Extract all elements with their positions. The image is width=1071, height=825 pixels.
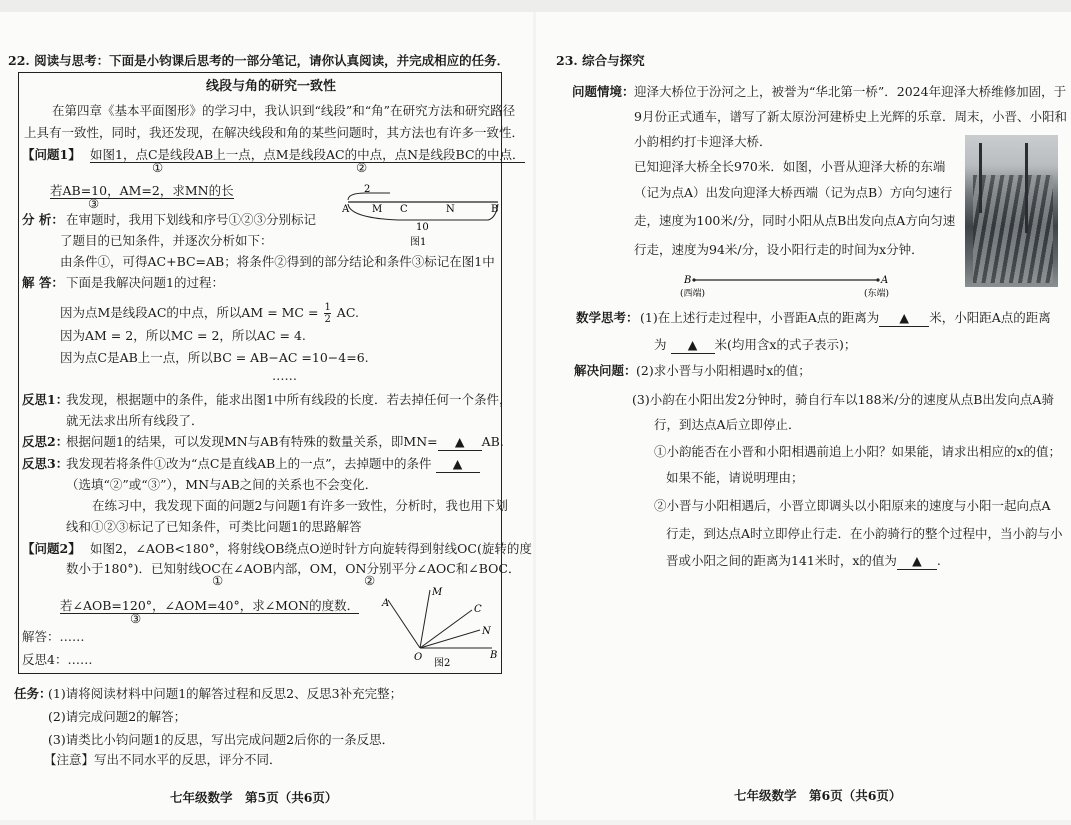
solution-line3: 因为点C是AB上一点，所以BC = AB−AC =10−4=6. — [60, 350, 369, 365]
scenario-line4: 已知迎泽大桥全长970米．如图，小晋从迎泽大桥的东端 — [634, 159, 946, 174]
line-east-label: (东端) — [864, 289, 890, 299]
math-think-line2 — [654, 337, 856, 354]
solve-q3b-blank: ▲ — [897, 553, 937, 570]
math-think-text-d: 米(均用含x的式子表示)； — [714, 337, 857, 352]
bridge-photo — [965, 135, 1058, 287]
solve-q2: (2)求小晋与小阳相遇时x的值； — [636, 363, 811, 378]
task-1: (1)请将阅读材料中问题1的解答过程和反思2、反思3补充完整； — [48, 686, 403, 701]
problem1-tag: 【问题1】 — [22, 147, 81, 162]
reflection3-line3: 在练习中，我发现下面的问题2与问题1有许多一致性，分析时，我也用下划 — [92, 498, 508, 513]
fig2-label-b: B — [490, 650, 498, 661]
problem1-marker3: ③ — [88, 196, 100, 211]
fig1-caption: 图1 — [410, 237, 427, 248]
q23-header: 23. 综合与探究 — [556, 53, 645, 68]
reflection2-label: 反思2： — [22, 434, 69, 449]
problem1-marker2: ② — [356, 160, 368, 175]
solve-q3-line2: 行，到达点A后立即停止． — [654, 417, 801, 432]
analysis-line3: 由条件①，可得AC+BC=AB；将条件②得到的部分结论和条件③标记在图1中 — [60, 254, 495, 269]
solve-q3b-line3 — [666, 553, 941, 570]
right-page — [536, 12, 1071, 820]
solution-line1-a: 因为点M是线段AC的中点，所以AM = MC = — [60, 305, 319, 320]
task-3: (3)请类比小钧问题1的反思，写出完成问题2后你的一条反思． — [48, 732, 395, 747]
fraction-numerator: 1 — [324, 302, 331, 313]
figure1 — [338, 184, 508, 248]
right-footer: 七年级数学 第6页（共6页） — [734, 788, 902, 803]
problem2-marker1: ① — [212, 573, 224, 588]
fig1-label-a: A — [342, 204, 350, 215]
reflection3-line2: （选填“②”或“③”），MN与AB之间的关系也不会变化． — [66, 477, 378, 492]
problem2-tag: 【问题2】 — [22, 541, 81, 556]
math-think-blank-2: ▲ — [671, 337, 715, 354]
reflection1-line1: 我发现，根据题中的条件，能求出图1中所有线段的长度．若去掉任何一个条件， — [66, 392, 512, 407]
reflection1-line2: 就无法求出所有线段了． — [66, 413, 204, 428]
problem2-marker3: ③ — [130, 611, 142, 626]
solution-line1 — [60, 302, 359, 325]
reflection2-line — [66, 434, 504, 451]
fig1-seg-label-top: 2 — [364, 184, 371, 195]
line-label-a: A — [881, 275, 889, 286]
fig1-label-b: B — [491, 204, 499, 215]
tasks-label: 任务： — [14, 686, 52, 701]
bridge-photo-lamp — [1025, 143, 1028, 233]
reflection3-line4: 线和①②③标记了已知条件，可类比问题1的思路解答 — [66, 519, 362, 534]
solve-q3a-line2: 如果不能，请说明理由； — [666, 470, 804, 485]
solve-q3-line1: (3)小韵在小阳出发2分钟时，骑自行车以188米/分的速度从点B出发向点A骑 — [632, 392, 1054, 407]
reflection2-blank: ▲ — [438, 434, 482, 451]
solve-q3b-line1: ②小晋与小阳相遇后，小晋立即调头以小阳原来的速度与小阳一起向点A — [654, 498, 1051, 513]
reflection2-text-a: 根据问题1的结果，可以发现MN与AB有特殊的数量关系，即MN= — [66, 434, 438, 449]
fig2-label-a: A — [382, 598, 390, 609]
scenario-line6: 走，速度为100米/分，同时小阳从点B出发向点A方向匀速 — [634, 213, 956, 228]
math-think-label: 数学思考： — [576, 310, 639, 325]
reflection3-blank: ▲ — [436, 456, 480, 473]
reflection2-text-b: AB. — [481, 434, 504, 449]
solution-line1-b: AC. — [336, 305, 359, 320]
scenario-line1: 迎泽大桥位于汾河之上，被誉为“华北第一桥”．2024年迎泽大桥维修加固，于 — [634, 84, 1067, 99]
math-think-text-b: 米，小阳距A点的距离 — [929, 310, 1051, 325]
fig2-label-c: C — [474, 604, 482, 615]
left-footer: 七年级数学 第5页（共6页） — [170, 790, 338, 805]
scenario-line2: 9月份正式通车，谱写了新太原汾河建桥史上光辉的乐章．周末，小晋、小阳和 — [634, 109, 1067, 124]
scenario-line5: （记为点A）出发向迎泽大桥西端（记为点B）方向匀速行 — [634, 185, 953, 200]
solution-dots: …… — [272, 368, 297, 383]
solution-line0: 下面是我解决问题1的过程： — [66, 275, 224, 290]
bridge-photo-railing — [973, 175, 1053, 283]
line-west-label: (西端) — [680, 289, 706, 299]
analysis-line2: 了题目的已知条件，并逐次分析如下： — [60, 233, 273, 248]
fig1-label-c: C — [400, 204, 408, 215]
solve-q3b-text-b: . — [936, 553, 941, 568]
fraction-denominator: 2 — [324, 314, 331, 325]
fig1-seg-label-bottom: 10 — [416, 222, 429, 233]
intro-line-1: 在第四章《基本平面图形》的学习中，我认识到“线段”和“角”在研究方法和研究路径 — [52, 103, 516, 118]
bridge-line-figure — [680, 268, 900, 300]
scenario-line3: 小韵相约打卡迎泽大桥． — [634, 134, 772, 149]
math-think-line1 — [640, 310, 1051, 327]
top-margin — [0, 0, 1071, 12]
fig2-caption: 图2 — [434, 658, 451, 668]
q22-header: 22. 阅读与思考：下面是小钧课后思考的一部分笔记，请你认真阅读，并完成相应的任务． — [8, 53, 510, 68]
solve-label: 解决问题： — [574, 363, 637, 378]
task-note: 【注意】写出不同水平的反思，评分不同． — [44, 752, 282, 767]
fig1-label-n: N — [446, 204, 455, 215]
reflection4: 反思4：…… — [22, 652, 93, 667]
reflection3-line1 — [66, 456, 480, 473]
analysis-line1: 在审题时，我用下划线和序号①②③分别标记 — [66, 212, 317, 227]
scenario-label: 问题情境： — [572, 84, 635, 99]
fraction-one-half — [324, 302, 330, 325]
problem2-line3: 若∠AOB=120°，∠AOM=40°，求∠MON的度数． — [60, 598, 360, 613]
solve-q3b-text-a: 晋或小阳之间的距离为141米时，x的值为 — [666, 553, 897, 568]
problem1-marker1: ① — [152, 160, 164, 175]
note-title: 线段与角的研究一致性 — [206, 79, 337, 94]
problem1-line2: 若AB=10，AM=2，求MN的长 — [50, 183, 234, 198]
bridge-photo-lamp — [979, 143, 982, 213]
solution-label: 解 答： — [22, 275, 64, 290]
intro-line-2: 上具有一致性，同时，我还发现，在解决线段和角的某些问题时，其方法也有许多一致性． — [24, 125, 525, 140]
math-think-blank-1: ▲ — [879, 310, 929, 327]
solve-q3a-line1: ①小韵能否在小晋和小阳相遇前追上小阳？如果能，请求出相应的x的值； — [654, 444, 1062, 459]
reflection3-label: 反思3： — [22, 456, 69, 471]
scenario-line7: 行走，速度为94米/分，设小阳行走的时间为x分钟． — [634, 242, 924, 257]
problem1-line1: 如图1，点C是线段AB上一点，点M是线段AC的中点，点N是线段BC的中点． — [90, 147, 525, 162]
problem2-marker2: ② — [364, 573, 376, 588]
math-think-text-c: 为 — [654, 337, 667, 352]
solution-line2: 因为AM = 2，所以MC = 2，所以AC = 4. — [60, 328, 306, 343]
solve-q3b-line2: 行走，到达点A时立即停止行走．在小韵骑行的整个过程中，当小韵与小 — [666, 526, 1063, 541]
problem2-line2: 数小于180°)．已知射线OC在∠AOB内部，OM，ON分别平分∠AOC和∠BOC． — [66, 561, 521, 576]
fig2-label-m: M — [432, 587, 443, 598]
fig2-label-n: N — [482, 626, 491, 637]
problem2-answer: 解答：…… — [22, 629, 85, 644]
math-think-text-a: (1)在上述行走过程中，小晋距A点的距离为 — [640, 310, 880, 325]
fig1-label-m: M — [372, 204, 383, 215]
reflection1-label: 反思1： — [22, 392, 69, 407]
problem2-line1: 如图2，∠AOB<180°，将射线OB绕点O逆时针方向旋转得到射线OC(旋转的度 — [90, 541, 532, 556]
reflection3-text-a: 我发现若将条件①改为“点C是直线AB上的一点”，去掉题中的条件 — [66, 456, 432, 471]
figure2 — [378, 582, 500, 668]
fig2-label-o: O — [414, 652, 423, 663]
analysis-label: 分 析： — [22, 212, 64, 227]
task-2: (2)请完成问题2的解答； — [48, 709, 187, 724]
line-label-b: B — [684, 275, 692, 286]
